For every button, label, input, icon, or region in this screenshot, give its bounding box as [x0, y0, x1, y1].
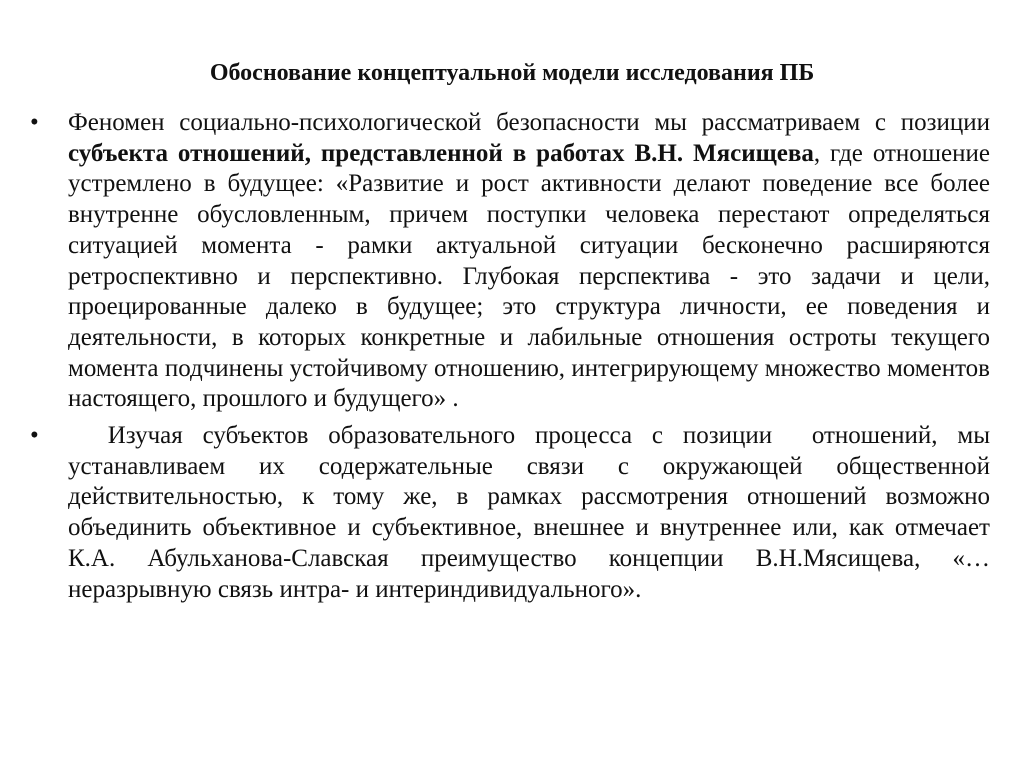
bullet-paragraph-1	[68, 108, 990, 415]
bullet-item-2	[30, 421, 997, 605]
bullet-1-text-start: Феномен социально-психологической безопасности мы рассматриваем с позиции	[68, 109, 990, 136]
bullet-paragraph-2: Изучая субъектов образовательного процесса с позиции отношений, мы устанавливаем их содержательные связи с окружающей общественной действительностью, к тому же, в рамках рассмотрения отношений возможно объединить объективное и субъективное, внешнее и внутреннее или, как отмечает К.А. Абульханова-Славская преимущество концепции В.Н.Мясищева, «… неразрывную связь интра- и интериндивидуального».	[68, 422, 997, 603]
bullet-marker-icon: •	[30, 109, 39, 136]
bullet-1-text-end: , где отношение устремлено в будущее: «Развитие и рост активности делают поведение все более внутренне обусловленным, причем поступки человека перестают определяться ситуацией момента - рамки актуальной ситуации бесконечно расширяются ретроспективно и перспективно. Глубокая перспектива - это задачи и цели, проецированные далеко в будущее; это структура личности, ее поведения и деятельности, в которых конкретные и лабильные отношения остроты текущего момента подчинены устойчивому отношению, интегрирующему множество моментов настоящего, прошлого и будущего» .	[68, 139, 990, 413]
bullet-1-emphasis: субъекта отношений, представленной в работах В.Н. Мясищева	[68, 139, 814, 167]
slide-title: Обоснование концептуальной модели исследования ПБ	[209, 60, 815, 86]
bullet-item-1	[30, 108, 990, 415]
bullet-marker-icon: •	[30, 422, 39, 450]
bullet-list	[30, 108, 997, 611]
